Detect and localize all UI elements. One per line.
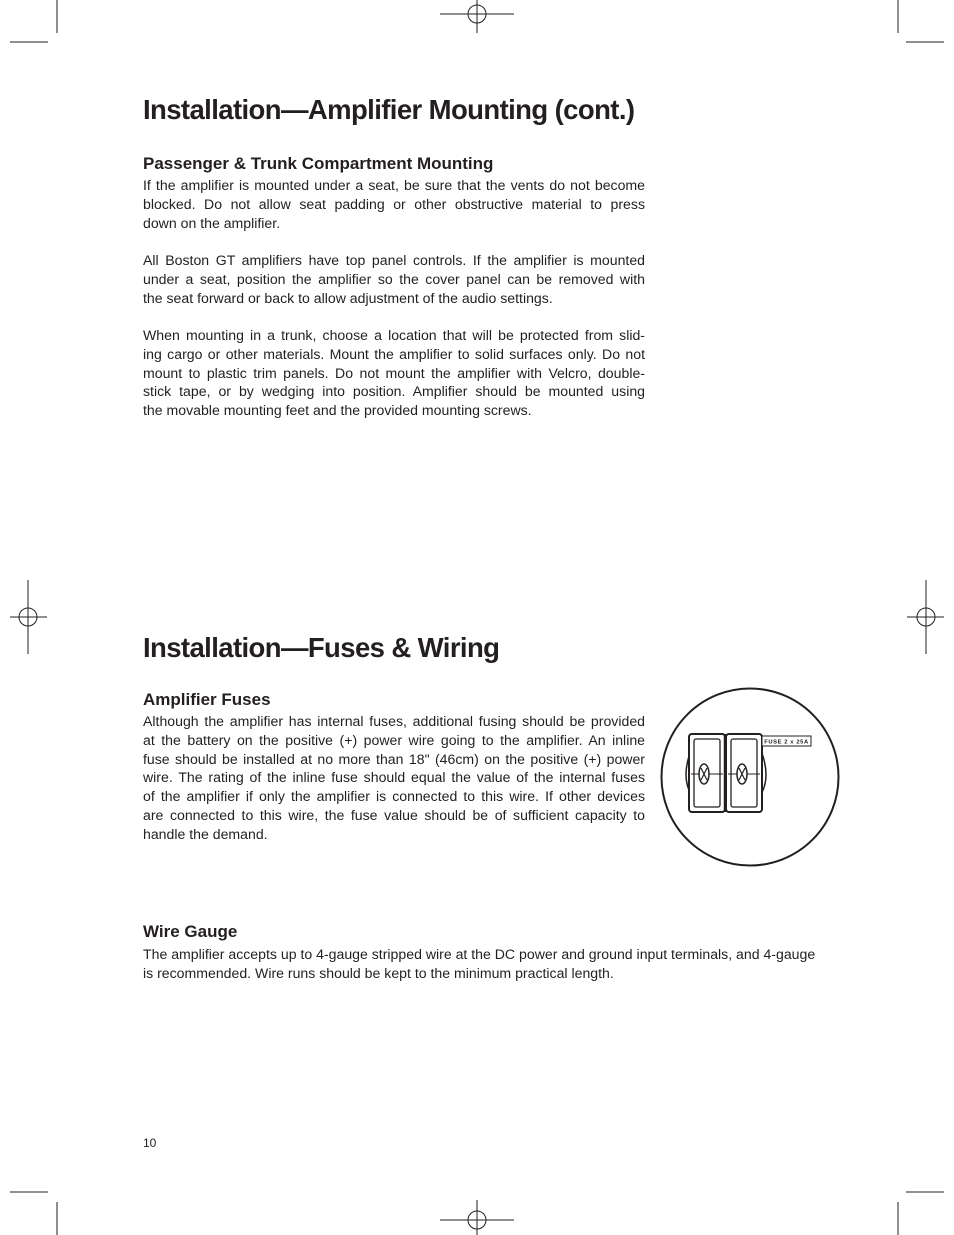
text-line: ing cargo or other materials. Mount the amplifier to solid surfaces only. Do not: [143, 345, 645, 362]
fuses-section-title: Installation—Fuses & Wiring: [143, 632, 500, 663]
mounting-paragraph-1: [143, 176, 645, 232]
text-line: the seat forward or back to allow adjustment of the audio settings.: [143, 289, 553, 306]
registration-target-top: [440, 0, 514, 33]
text-line: Although the amplifier has internal fuses, additional fusing should be provided: [143, 713, 645, 729]
text-line: the movable mounting feet and the provided mounting screws.: [143, 402, 532, 418]
text-line: If the amplifier is mounted under a seat, be sure that the vents do not become: [143, 177, 645, 193]
page-number: 10: [143, 1136, 157, 1150]
text-line: wire. The rating of the inline fuse should equal the value of the internal fuses: [143, 769, 645, 786]
fuse-holder-right: [726, 734, 762, 812]
text-line: stick tape, or by wedging into position. Amplifier should be mounted using: [143, 383, 645, 400]
wire-gauge-paragraph: [143, 945, 843, 983]
mounting-paragraph-3: [143, 326, 645, 420]
text-line: All Boston GT amplifiers have top panel controls. If the amplifier is mounted: [143, 252, 645, 268]
amplifier-fuses-heading: Amplifier Fuses: [143, 690, 271, 709]
text-line: are connected to this wire, the fuse value should be of sufficient capacity to: [143, 806, 645, 823]
text-line: The amplifier accepts up to 4-gauge stripped wire at the DC power and ground input terminals, and 4-gauge: [143, 946, 816, 962]
text-line: fuse should be installed at no more than 18" (46cm) on the positive (+) power: [143, 750, 645, 767]
fuse-illustration: [660, 686, 842, 868]
text-line: mount to plastic trim panels. Do not mount the amplifier with Velcro, double-: [143, 364, 645, 381]
registration-target-bottom: [440, 1200, 514, 1235]
text-line: is recommended. Wire runs should be kept to the minimum practical length.: [143, 964, 614, 981]
text-line: of the amplifier if only the amplifier is connected to this wire. If other devices: [143, 788, 645, 804]
text-line: under a seat, position the amplifier so the cover panel can be removed with: [143, 270, 645, 287]
text-line: at the battery on the positive (+) power wire going to the amplifier. An inline: [143, 731, 645, 748]
fuse-label: FUSE 2 x 25A: [764, 739, 809, 746]
fuse-holder-left: [689, 734, 725, 812]
mounting-section-title: Installation—Amplifier Mounting (cont.): [143, 94, 635, 125]
registration-target-left: [10, 580, 47, 654]
text-line: down on the amplifier.: [143, 214, 281, 231]
mounting-paragraph-2: [143, 251, 645, 307]
registration-target-right: [907, 580, 944, 654]
text-line: When mounting in a trunk, choose a location that will be protected from slid-: [143, 327, 645, 343]
passenger-trunk-heading: Passenger & Trunk Compartment Mounting: [143, 154, 494, 173]
text-line: blocked. Do not allow seat padding or other obstructive material to press: [143, 195, 645, 212]
amplifier-fuses-paragraph: [143, 712, 645, 843]
text-line: handle the demand.: [143, 825, 268, 842]
wire-gauge-heading: Wire Gauge: [143, 922, 238, 941]
